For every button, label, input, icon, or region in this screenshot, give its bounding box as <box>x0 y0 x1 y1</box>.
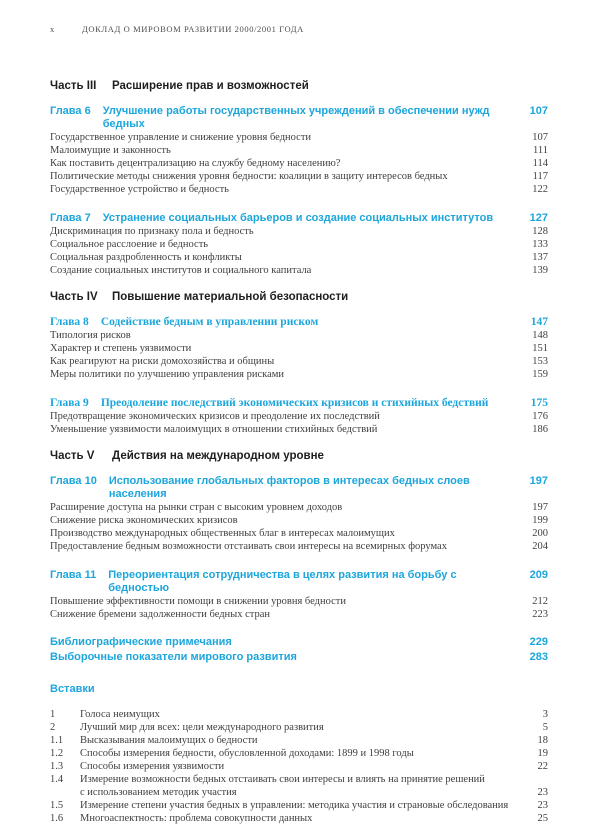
chapter-page-number: 197 <box>529 475 548 487</box>
box-number: 1.4 <box>50 774 64 785</box>
box-page-number: 22 <box>537 761 548 772</box>
box-page-number: 23 <box>537 787 548 798</box>
entry-title: Государственное управление и снижение уровня бедности <box>50 132 312 143</box>
box-title: Голоса неимущих <box>80 709 160 720</box>
toc-link <box>50 635 548 650</box>
entry-page-number: 107 <box>532 132 548 143</box>
toc-entry <box>50 540 548 553</box>
entry-title: Политические методы снижения уровня бедности: коалиции в защиту интересов бедных <box>50 171 448 182</box>
toc-entry <box>50 608 548 621</box>
toc-entry <box>50 131 548 144</box>
toc-entry <box>50 183 548 196</box>
entry-title: Снижение бремени задолженности бедных стран <box>50 609 271 620</box>
chapter-heading <box>50 475 548 501</box>
box-entry <box>50 708 548 721</box>
box-page-number: 18 <box>537 735 548 746</box>
part-heading <box>50 80 548 93</box>
link-page-number: 229 <box>529 636 548 648</box>
box-title: Измерение степени участия бедных в управлении: методика участия и страновые обследования <box>80 800 509 811</box>
box-number: 1 <box>50 709 56 720</box>
toc-entry <box>50 595 548 608</box>
entry-page-number: 122 <box>532 184 548 195</box>
toc-entry <box>50 157 548 170</box>
link-title: Библиографические примечания <box>50 636 232 648</box>
boxes-list <box>50 708 548 825</box>
box-title: с использованием методик участия <box>80 787 237 798</box>
entry-page-number: 223 <box>532 609 548 620</box>
table-of-contents <box>50 80 548 825</box>
chapter-heading <box>50 212 548 225</box>
box-number: 1.6 <box>50 813 64 824</box>
link-title: Выборочные показатели мирового развития <box>50 651 297 663</box>
part-title: Повышение материальной безопасности <box>112 291 349 303</box>
box-number: 1.2 <box>50 748 64 759</box>
part-label: Часть V <box>50 450 95 462</box>
box-entry <box>50 773 548 786</box>
toc-entry <box>50 501 548 514</box>
entry-title: Повышение эффективности помощи в снижении уровня бедности <box>50 596 346 607</box>
box-number: 1.3 <box>50 761 64 772</box>
chapter-heading <box>50 316 548 329</box>
entry-title: Как поставить децентрализацию на службу бедному населению? <box>50 158 341 169</box>
entry-title: Меры политики по улучшению управления рисками <box>50 369 285 380</box>
entry-page-number: 139 <box>532 265 548 276</box>
entry-title: Создание социальных институтов и социального капитала <box>50 265 312 276</box>
toc-entry <box>50 342 548 355</box>
chapter-label: Глава 8 <box>50 316 89 328</box>
box-entry <box>50 721 548 734</box>
part-label: Часть IV <box>50 291 98 303</box>
box-number: 1.5 <box>50 800 64 811</box>
entry-title: Производство международных общественных благ в интересах малоимущих <box>50 528 395 539</box>
toc-entry <box>50 225 548 238</box>
chapter-title: Устранение социальных барьеров и создание социальных институтов <box>102 212 494 224</box>
boxes-heading: Вставки <box>50 683 95 695</box>
chapter-title: Содействие бедным в управлении риском <box>100 316 319 328</box>
chapter-title: Переориентация сотрудничества в целях развития на борьбу с бедностью <box>108 569 457 594</box>
box-title: Лучший мир для всех: цели международного развития <box>80 722 324 733</box>
entry-title: Характер и степень уязвимости <box>50 343 192 354</box>
toc-entry <box>50 527 548 540</box>
toc-entry <box>50 329 548 342</box>
entry-page-number: 200 <box>532 528 548 539</box>
box-number <box>50 786 80 799</box>
toc-entry <box>50 170 548 183</box>
chapter-label: Глава 6 <box>50 105 91 117</box>
entry-title: Типология рисков <box>50 330 131 341</box>
box-entry <box>50 799 548 812</box>
entry-page-number: 111 <box>533 145 548 156</box>
entry-title: Предотвращение экономических кризисов и преодоление их последствий <box>50 411 380 422</box>
entry-title: Малоимущие и законность <box>50 145 171 156</box>
entry-page-number: 137 <box>532 252 548 263</box>
chapter-page-number: 107 <box>529 105 548 117</box>
running-title: ДОКЛАД О МИРОВОМ РАЗВИТИИ 2000/2001 ГОДА <box>82 24 304 34</box>
page-number: x <box>50 24 55 34</box>
page-header <box>50 24 548 34</box>
chapter-title: Улучшение работы государственных учреждений в обеспечении нужд бедных <box>102 105 490 130</box>
box-number: 1.1 <box>50 735 64 746</box>
entry-page-number: 114 <box>532 158 548 169</box>
entry-page-number: 148 <box>532 330 548 341</box>
link-page-number: 283 <box>529 651 548 663</box>
chapter-heading <box>50 105 548 131</box>
part-title: Расширение прав и возможностей <box>112 80 309 92</box>
entry-page-number: 117 <box>532 171 548 182</box>
entry-page-number: 128 <box>532 226 548 237</box>
chapter-page-number: 147 <box>530 316 548 328</box>
box-page-number: 3 <box>542 709 548 720</box>
part-title: Действия на международном уровне <box>112 450 324 462</box>
chapter-label: Глава 9 <box>50 397 89 409</box>
toc-link <box>50 650 548 665</box>
entry-page-number: 186 <box>532 424 548 435</box>
part-heading <box>50 450 548 463</box>
box-page-number: 5 <box>542 722 548 733</box>
box-title: Высказывания малоимущих о бедности <box>80 735 258 746</box>
box-entry <box>50 747 548 760</box>
chapter-page-number: 175 <box>530 397 548 409</box>
part-heading <box>50 291 548 304</box>
chapter-title: Преодоление последствий экономических кризисов и стихийных бедствий <box>100 397 489 409</box>
toc-entry <box>50 144 548 157</box>
toc-entry <box>50 355 548 368</box>
box-number: 2 <box>50 722 56 733</box>
entry-page-number: 133 <box>532 239 548 250</box>
part-label: Часть III <box>50 80 97 92</box>
entry-title: Социальная раздробленность и конфликты <box>50 252 242 263</box>
box-title: Способы измерения уязвимости <box>80 761 225 772</box>
toc-entry <box>50 238 548 251</box>
chapter-heading <box>50 569 548 595</box>
entry-page-number: 197 <box>532 502 548 513</box>
entry-page-number: 176 <box>532 411 548 422</box>
toc-entry <box>50 514 548 527</box>
box-title: Многоаспектность: проблема совокупности данных <box>80 813 313 824</box>
box-page-number: 23 <box>537 800 548 811</box>
entry-page-number: 212 <box>532 596 548 607</box>
box-title: Измерение возможности бедных отстаивать свои интересы и влиять на принятие решений <box>80 774 485 785</box>
entry-title: Уменьшение уязвимости малоимущих в отношении стихийных бедствий <box>50 424 378 435</box>
entry-title: Социальное расслоение и бедность <box>50 239 209 250</box>
box-entry <box>50 786 548 799</box>
box-page-number: 25 <box>537 813 548 824</box>
chapter-label: Глава 11 <box>50 569 97 581</box>
entry-page-number: 199 <box>532 515 548 526</box>
box-entry <box>50 760 548 773</box>
entry-title: Как реагируют на риски домохозяйства и общины <box>50 356 275 367</box>
box-title: Способы измерения бедности, обусловленной доходами: 1899 и 1998 годы <box>80 748 414 759</box>
entry-title: Расширение доступа на рынки стран с высоким уровнем доходов <box>50 502 343 513</box>
entry-title: Государственное устройство и бедность <box>50 184 229 195</box>
chapter-label: Глава 10 <box>50 475 97 487</box>
chapter-page-number: 127 <box>529 212 548 224</box>
chapter-page-number: 209 <box>529 569 548 581</box>
entry-page-number: 153 <box>532 356 548 367</box>
entry-page-number: 159 <box>532 369 548 380</box>
toc-entry <box>50 368 548 381</box>
entry-title: Дискриминация по признаку пола и бедность <box>50 226 254 237</box>
box-page-number: 19 <box>537 748 548 759</box>
chapter-heading <box>50 397 548 410</box>
box-entry <box>50 734 548 747</box>
chapter-title: Использование глобальных факторов в интересах бедных слоев населения <box>108 475 470 500</box>
toc-entry <box>50 264 548 277</box>
entry-page-number: 204 <box>532 541 548 552</box>
toc-entry <box>50 423 548 436</box>
chapter-label: Глава 7 <box>50 212 91 224</box>
toc-entry <box>50 251 548 264</box>
toc-entry <box>50 410 548 423</box>
entry-page-number: 151 <box>532 343 548 354</box>
entry-title: Снижение риска экономических кризисов <box>50 515 238 526</box>
entry-title: Предоставление бедным возможности отстаивать свои интересы на всемирных форумах <box>50 541 447 552</box>
box-entry <box>50 812 548 825</box>
